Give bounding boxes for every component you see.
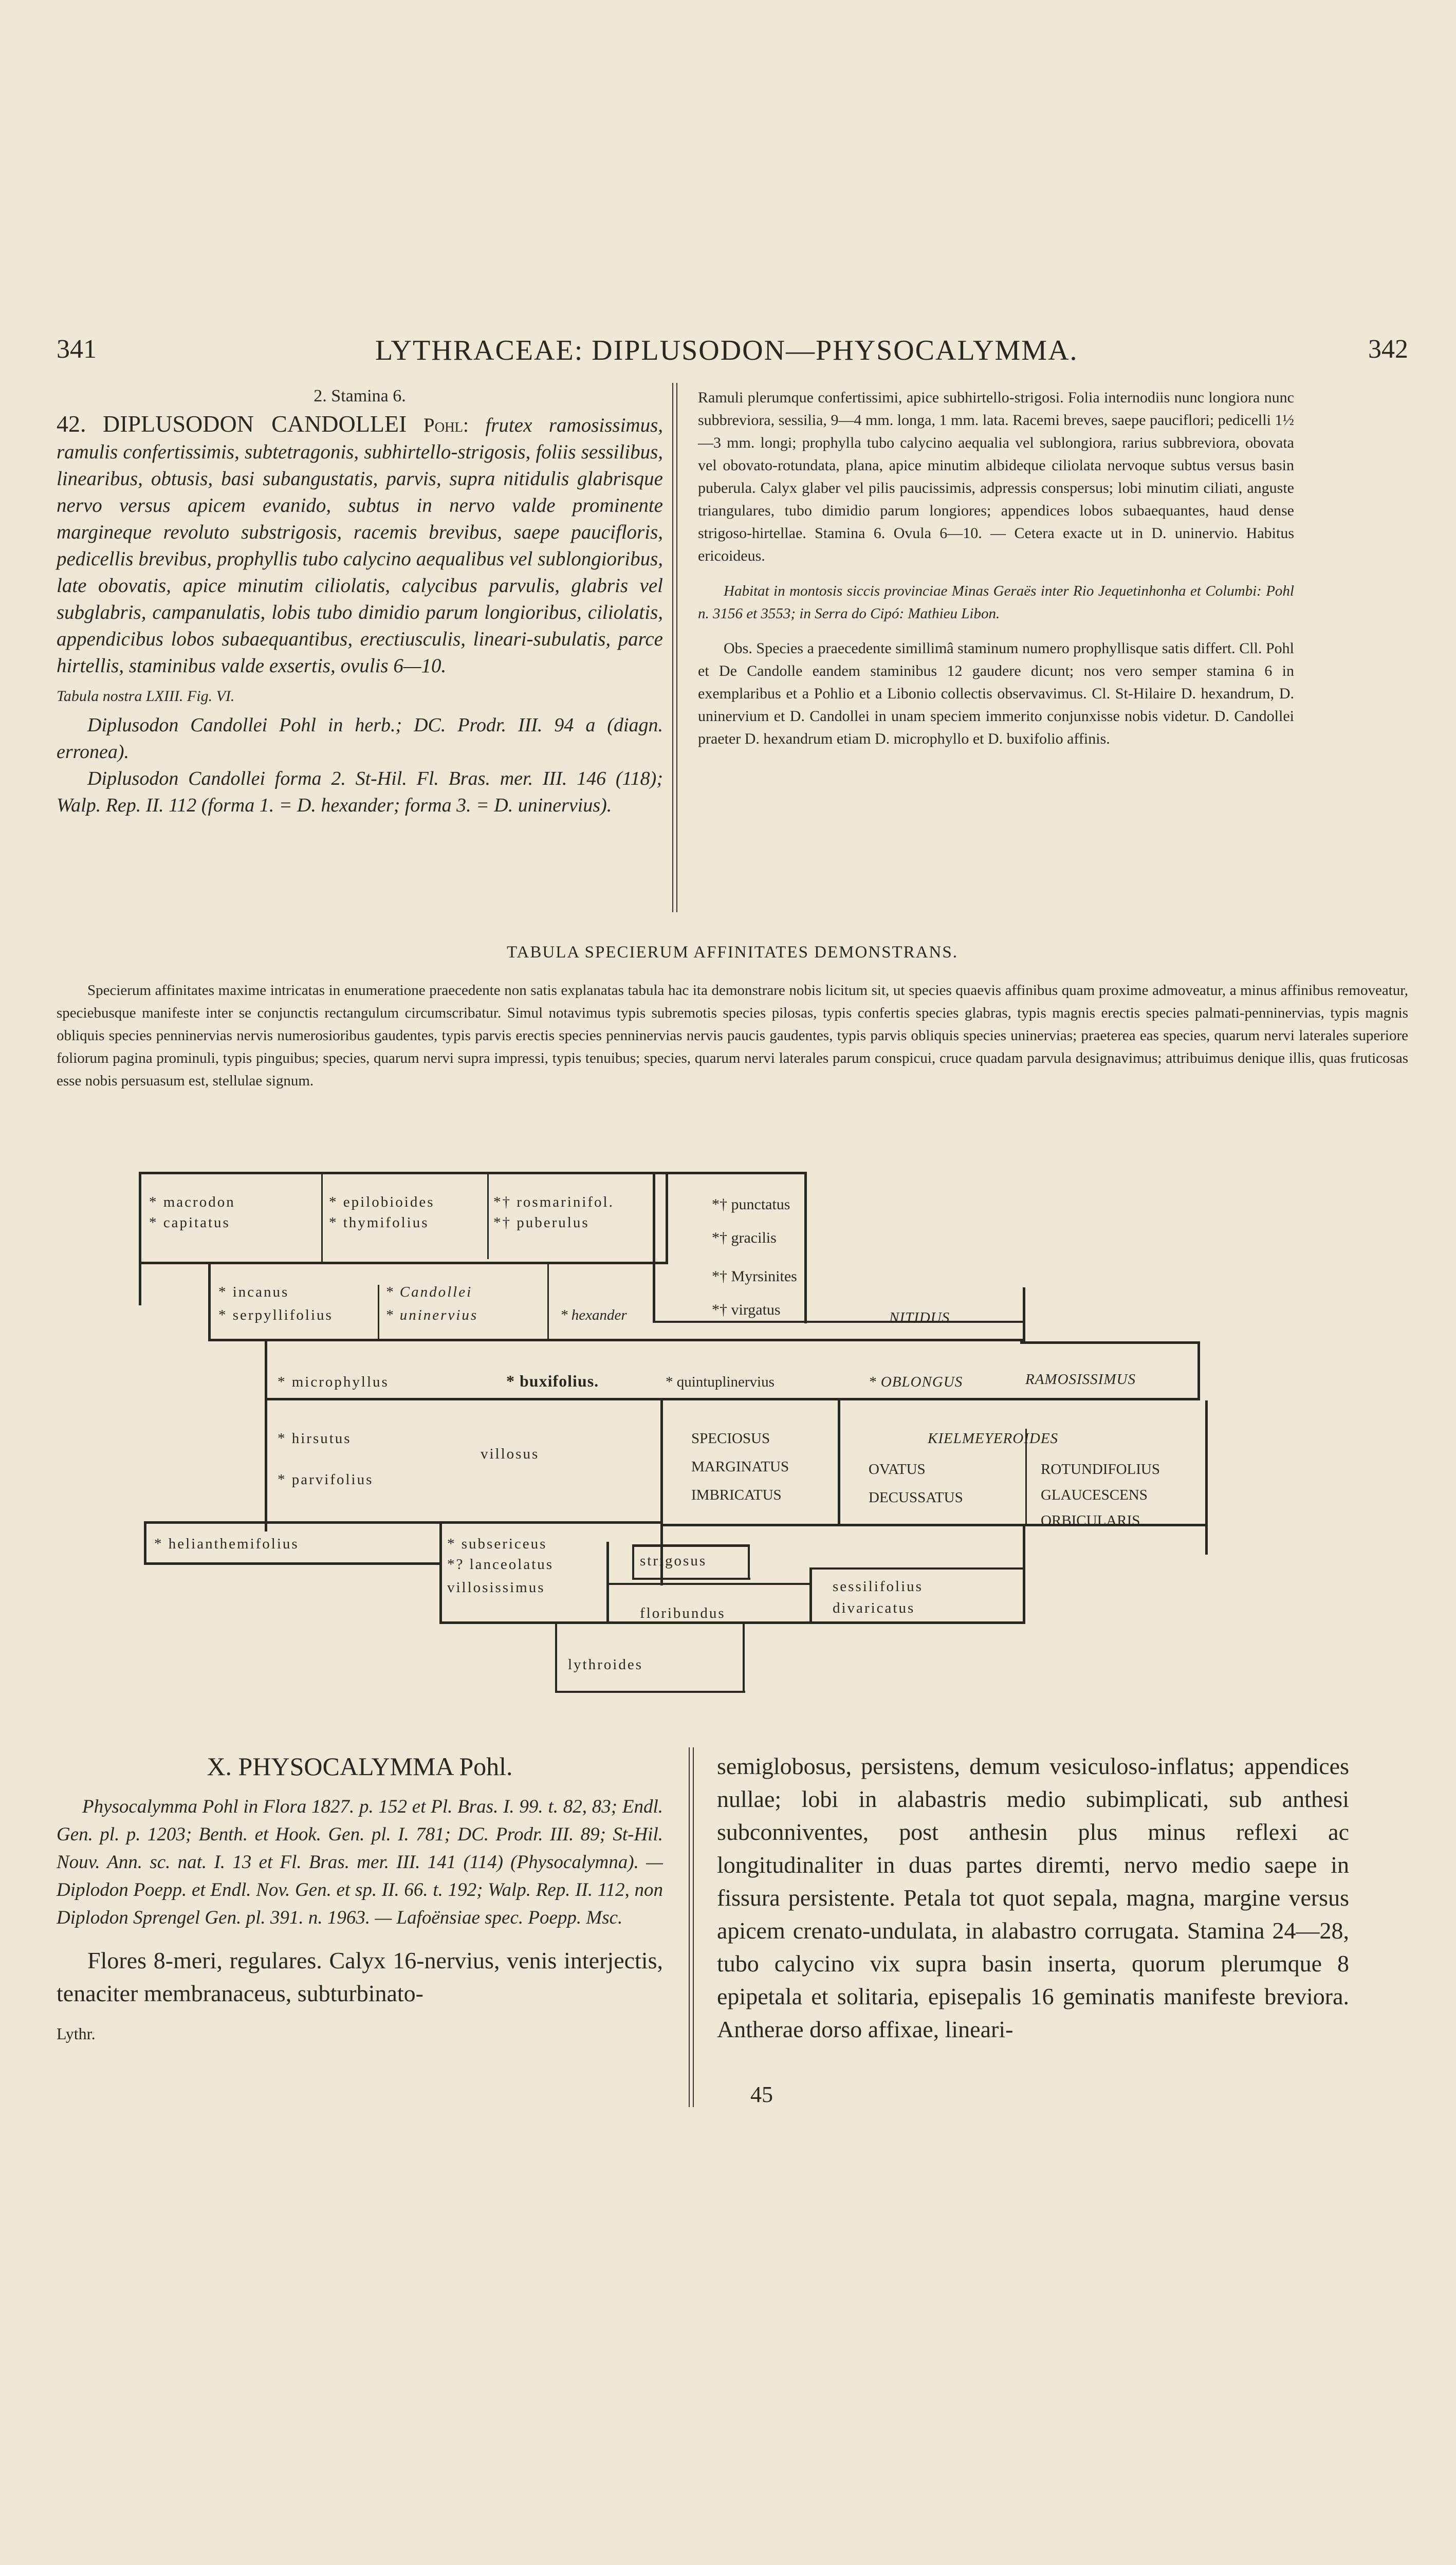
page-number-left: 341 bbox=[57, 335, 97, 364]
taxon-sessilifolius: sessilifolius bbox=[833, 1578, 923, 1595]
observation-text: Obs. Species a praecedente simillimâ staminum numero prophyllisque satis differt. Cll. Pohl et De Candolle eandem staminibus 12 gaudere dicunt; nos vero semper stamina 6 in exemplaribus et a Pohlio et a Libonio collectis observavimus. Cl. St-Hilaire D. hexandrum, D. uninervium et D. Candollei in unam speciem immerito conjunxisse nobis videtur. D. Candollei praeter D. hexandrum etiam D. microphyllo et D. buxifolio affinis. bbox=[698, 640, 1294, 747]
taxon-epilobioides: * epilobioides bbox=[329, 1194, 435, 1210]
genus-heading: X. PHYSOCALYMMA Pohl. bbox=[207, 1752, 513, 1781]
taxon-ramosissimus: RAMOSISSIMUS bbox=[1025, 1371, 1136, 1388]
genus-right-column bbox=[717, 1750, 1349, 2046]
taxon-quintuplinervius: * quintuplinervius bbox=[666, 1374, 775, 1390]
page-number-right: 342 bbox=[1368, 335, 1408, 364]
species-authority: Pohl: bbox=[423, 414, 469, 436]
synonym-2: Diplusodon Candollei forma 2. St-Hil. Fl. Bras. mer. III. 146 (118); Walp. Rep. II. 112 (forma 1. = D. hexander; forma 3. = D. uninervius). bbox=[57, 768, 663, 816]
taxon-glaucescens: GLAUCESCENS bbox=[1041, 1487, 1148, 1503]
tabula-text: Specierum affinitates maxime intricatas in enumeratione praecedente non satis explanatas tabula hac ita demonstrare nobis licitum sit, ut species quaevis affinibus quam proxime admoveatur, a minus affinibus removeatur, speciebusque manifeste inter se conjunctis rectangulum circumscribatur. Simul notavimus typis subremotis species pilosas, typis confertis species glabras, typis magnis erectis species palmati-penninervias, typis magnis obliquis species penninervias nervis numerosioribus gaudentes, typis parvis erectis species penninervias nervis paucis gaudentes, typis parvis obliquis species uninervias; praeterea eas species, quarum nervi laterales superiore foliorum pagina prominuli, typis pinguibus; species, quarum nervi supra impressi, typis tenuibus; species, quarum nervi laterales parum conspicui, cruce quadam parvula designavimus; attribuimus denique illis, quas fruticosas esse nobis persuasum est, stellulae signum. bbox=[57, 982, 1408, 1089]
taxon-parvifolius: * parvifolius bbox=[278, 1471, 374, 1488]
stamina-heading: 2. Stamina 6. bbox=[314, 386, 406, 405]
tabula-reference: Tabula nostra LXIII. Fig. VI. bbox=[57, 688, 235, 705]
taxon-divaricatus: divaricatus bbox=[833, 1600, 915, 1616]
taxon-subsericeus: * subsericeus bbox=[447, 1536, 547, 1552]
taxon-hexander: * hexander bbox=[560, 1307, 627, 1323]
taxon-thymifolius: * thymifolius bbox=[329, 1214, 429, 1231]
taxon-orbicularis: ORBICULARIS bbox=[1041, 1512, 1140, 1529]
taxon-capitatus: * capitatus bbox=[149, 1214, 230, 1231]
taxon-puberulus: *† puberulus bbox=[493, 1214, 589, 1231]
taxon-ovatus: OVATUS bbox=[869, 1461, 926, 1478]
taxon-gracilis: *† gracilis bbox=[712, 1229, 777, 1246]
species-description: frutex ramosissimus, ramulis confertissimis, subtetragonis, subhirtello-strigosis, foliis sessilibus, linearibus, obtusis, basi subangustatis, parvis, supra nitidulis glabrisque nervo versus apicem evanido, subtus in nervo valde prominente margineque revoluto substrigosis, racemis brevibus, saepe paucifloris, pedicellis brevibus, prophyllis tubo calycino aequalibus vel sublongioribus, late obovatis, apice minutim ciliolatis, calycibus parvulis, glabris vel subglabris, campanulatis, lobis tubo dimidio parum longioribus, ciliolatis, appendicibus lobos subaequantibus, erectiusculis, lineari-subulatis, parce hirtellis, staminibus valde exsertis, ovulis 6—10. bbox=[57, 414, 664, 677]
footer-signature: Lythr. bbox=[57, 2024, 96, 2043]
taxon-rosmarinifol: *† rosmarinifol. bbox=[493, 1194, 614, 1210]
taxon-oblongus: * OBLONGUS bbox=[869, 1374, 963, 1390]
taxon-buxifolius: * buxifolius. bbox=[506, 1372, 599, 1390]
running-title: LYTHRACEAE: DIPLUSODON—PHYSOCALYMMA. bbox=[375, 335, 1078, 366]
genus-left-column bbox=[57, 1750, 663, 2043]
taxon-punctatus: *† punctatus bbox=[712, 1196, 790, 1213]
taxon-incanus: * incanus bbox=[218, 1284, 289, 1300]
genus-flores-right: semiglobosus, persistens, demum vesiculoso-inflatus; appendices nullae; lobi in alabastris medio subimplicati, sub anthesi subconniventes, post anthesin plus minus reflexi ac longitudinaliter in duas partes diremti, nervo medio saepe in fissura persistente. Petala tot quot sepala, magna, margine versus apicem crenato-undulata, in alabastro corrugata. Stamina 24—28, tubo calycino vix supra basin inserta, quorum plerumque 8 epipetala et solitaria, episepalis 16 geminatis manifeste breviora. Antherae dorso affixae, lineari- bbox=[717, 1753, 1349, 2042]
taxon-rotundifolius: ROTUNDIFOLIUS bbox=[1041, 1461, 1160, 1478]
taxon-speciosus: SPECIOSUS bbox=[691, 1430, 770, 1447]
taxon-uninervius: * uninervius bbox=[385, 1307, 478, 1323]
taxon-strigosus: strigosus bbox=[640, 1553, 707, 1569]
taxon-virgatus: *† virgatus bbox=[712, 1301, 781, 1318]
habitat-text: Habitat in montosis siccis provinciae Minas Geraës inter Rio Jequetinhonha et Columbi: Pohl n. 3156 et 3553; in Serra do Cipó: Mathieu Libon. bbox=[698, 583, 1294, 622]
genus-synonymy: Physocalymma Pohl in Flora 1827. p. 152 et Pl. Bras. I. 99. t. 82, 83; Endl. Gen. pl. p. 1203; Benth. et Hook. Gen. pl. I. 781; DC. Prodr. III. 89; St-Hil. Nouv. Ann. sc. nat. I. 13 et Fl. Bras. mer. III. 141 (114) (Physocalymna). — Diplodon Poepp. et Endl. Nov. Gen. et sp. II. 66. t. 192; Walp. Rep. II. 112, non Diplodon Sprengel Gen. pl. 391. n. 1963. — Lafoënsiae spec. Poepp. Msc. bbox=[57, 1796, 663, 1928]
tabula-heading: TABULA SPECIERUM AFFINITATES DEMONSTRANS. bbox=[507, 943, 958, 962]
taxon-kielmeyeroides: KIELMEYEROIDES bbox=[928, 1430, 1059, 1447]
right-description: Ramuli plerumque confertissimi, apice subhirtello-strigosi. Folia internodiis nunc longiora nunc subbreviora, sessilia, 9—4 mm. longa, 1 mm. lata. Racemi breves, saepe pauciflori; pedicelli 1½—3 mm. longi; prophylla tubo calycino aequalia vel sublongiora, rarius subbreviora, obovata vel obovato-rotundata, plana, apice minutim albideque ciliolata nervoque subtus versus basin puberula. Calyx glaber vel pilis paucissimis, adpressis conspersus; lobi minutim ciliati, anguste triangulares, tubo dimidio parum longiores; appendices lobos subaequantes, haud dense strigoso-hirtellae. Stamina 6. Ovula 6—10. — Cetera exacte ut in D. uninervio. Habitus ericoideus. bbox=[698, 389, 1294, 564]
taxon-floribundus: floribundus bbox=[640, 1605, 726, 1621]
taxon-imbricatus: IMBRICATUS bbox=[691, 1487, 782, 1503]
footer-page-number: 45 bbox=[750, 2082, 773, 2107]
taxon-serpyllifolius: * serpyllifolius bbox=[218, 1307, 333, 1323]
taxon-marginatus: MARGINATUS bbox=[691, 1459, 789, 1475]
species-number: 42. bbox=[57, 411, 86, 437]
taxon-hirsutus: * hirsutus bbox=[278, 1430, 352, 1447]
species-name: DIPLUSODON CANDOLLEI bbox=[103, 411, 407, 437]
column-rule-bottom bbox=[689, 1747, 694, 2107]
synonym-1: Diplusodon Candollei Pohl in herb.; DC. Prodr. III. 94 a (diagn. erronea). bbox=[57, 714, 663, 763]
taxon-villosissimus: villosissimus bbox=[447, 1579, 545, 1596]
taxon-microphyllus: * microphyllus bbox=[278, 1374, 389, 1390]
taxon-helianthemifolius: * helianthemifolius bbox=[154, 1536, 299, 1552]
taxon-lanceolatus: *? lanceolatus bbox=[447, 1556, 554, 1573]
taxon-nitidus: NITIDUS bbox=[889, 1309, 950, 1326]
genus-flores-left: Flores 8-meri, regulares. Calyx 16-nervius, venis interjectis, tenaciter membranaceus, subturbinato- bbox=[57, 1947, 663, 2006]
taxon-myrsinites: *† Myrsinites bbox=[712, 1268, 797, 1285]
taxon-lythroides: lythroides bbox=[568, 1656, 643, 1673]
taxon-decussatus: DECUSSATUS bbox=[869, 1489, 963, 1506]
taxon-macrodon: * macrodon bbox=[149, 1194, 235, 1210]
taxon-candollei: * Candollei bbox=[385, 1284, 473, 1300]
taxon-villosus: villosus bbox=[481, 1446, 540, 1462]
